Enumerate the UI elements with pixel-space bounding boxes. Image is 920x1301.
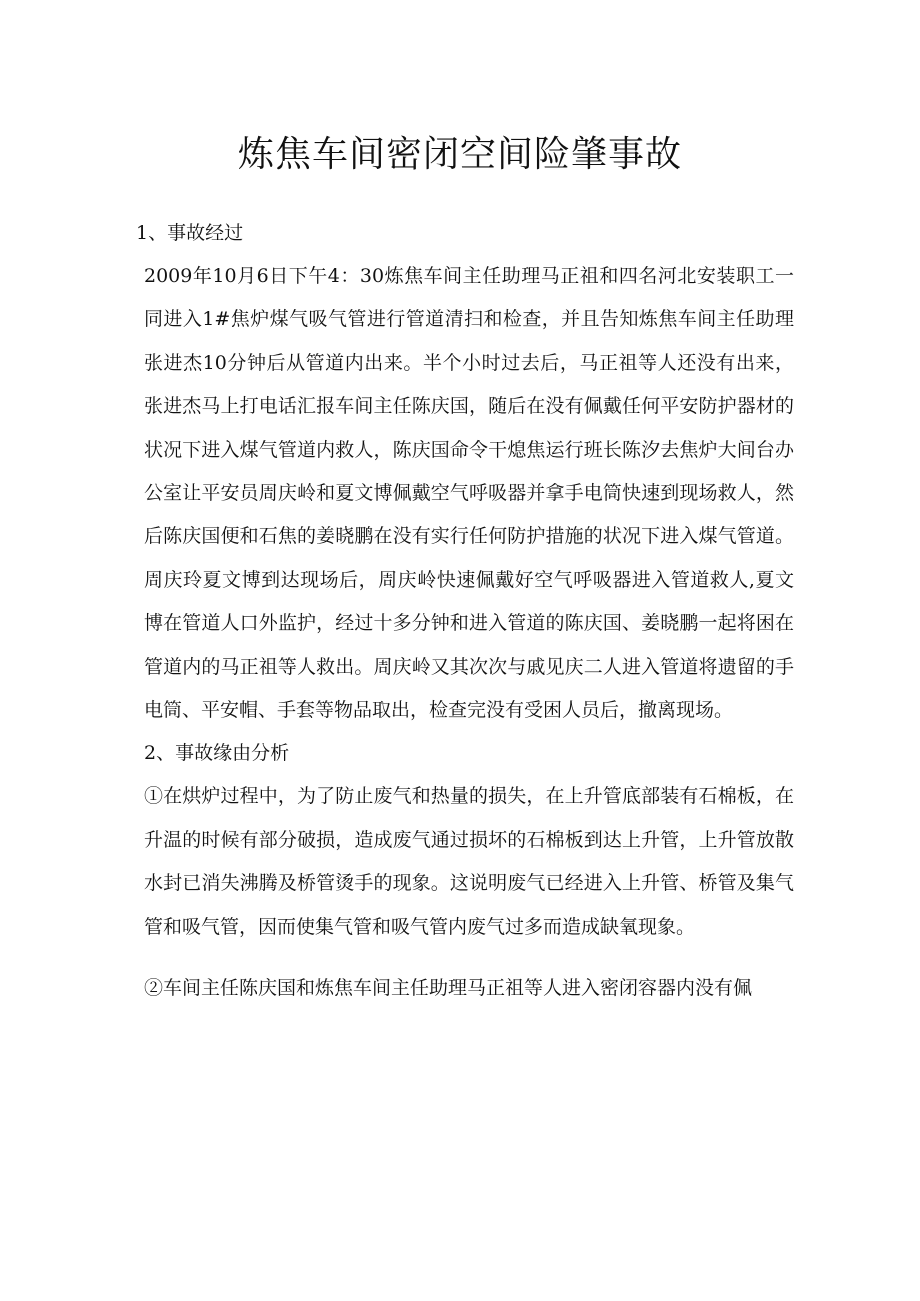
document-body (136, 212, 794, 1011)
paragraph-spacer (136, 949, 794, 967)
paragraph-accident-process: 2009年10月6日下午4：30炼焦车间主任助理马正祖和四名河北安装职工一同进入1#焦炉煤气吸气管进行管道清扫和检查，并且告知炼焦车间主任助理张进杰10分钟后从管道内出来。半个小时过去后，马正祖等人还没有出来，张进杰马上打电话汇报车间主任陈庆国，随后在没有佩戴任何平安防护器材的状况下进入煤气管道内救人，陈庆国命令干熄焦运行班长陈汐去焦炉大间台办公室让平安员周庆岭和夏文博佩戴空气呼吸器并拿手电筒快速到现场救人，然后陈庆国便和石焦的姜晓鹏在没有实行任何防护措施的状况下进入煤气管道。周庆玲夏文博到达现场后，周庆岭快速佩戴好空气呼吸器进入管道救人,夏文博在管道人口外监护，经过十多分钟和进入管道的陈庆国、姜晓鹏一起将困在管道内的马正祖等人救出。周庆岭又其次次与戚见庆二人进入管道将遗留的手电筒、平安帽、手套等物品取出，检查完没有受困人员后，撤离现场。 (144, 265, 794, 722)
document-title: 炼焦车间密闭空间险肇事故 (237, 134, 682, 175)
paragraph-cause-2: ②车间主任陈庆国和炼焦车间主任助理马正祖等人进入密闭容器内没有佩 (144, 977, 753, 1000)
section-heading-accident-process: 1、事故经过 (136, 222, 244, 244)
section-heading-cause-analysis: 2、事故缘由分析 (144, 742, 290, 765)
paragraph-cause-1: ①在烘炉过程中，为了防止废气和热量的损失，在上升管底部装有石棉板，在升温的时候有部分破损，造成废气通过损坏的石棉板到达上升管，上升管放散水封已消失沸腾及桥管烫手的现象。这说明废气已经进入上升管、桥管及集气管和吸气管，因而使集气管和吸气管内废气过多而造成缺氧现象。 (144, 785, 794, 938)
